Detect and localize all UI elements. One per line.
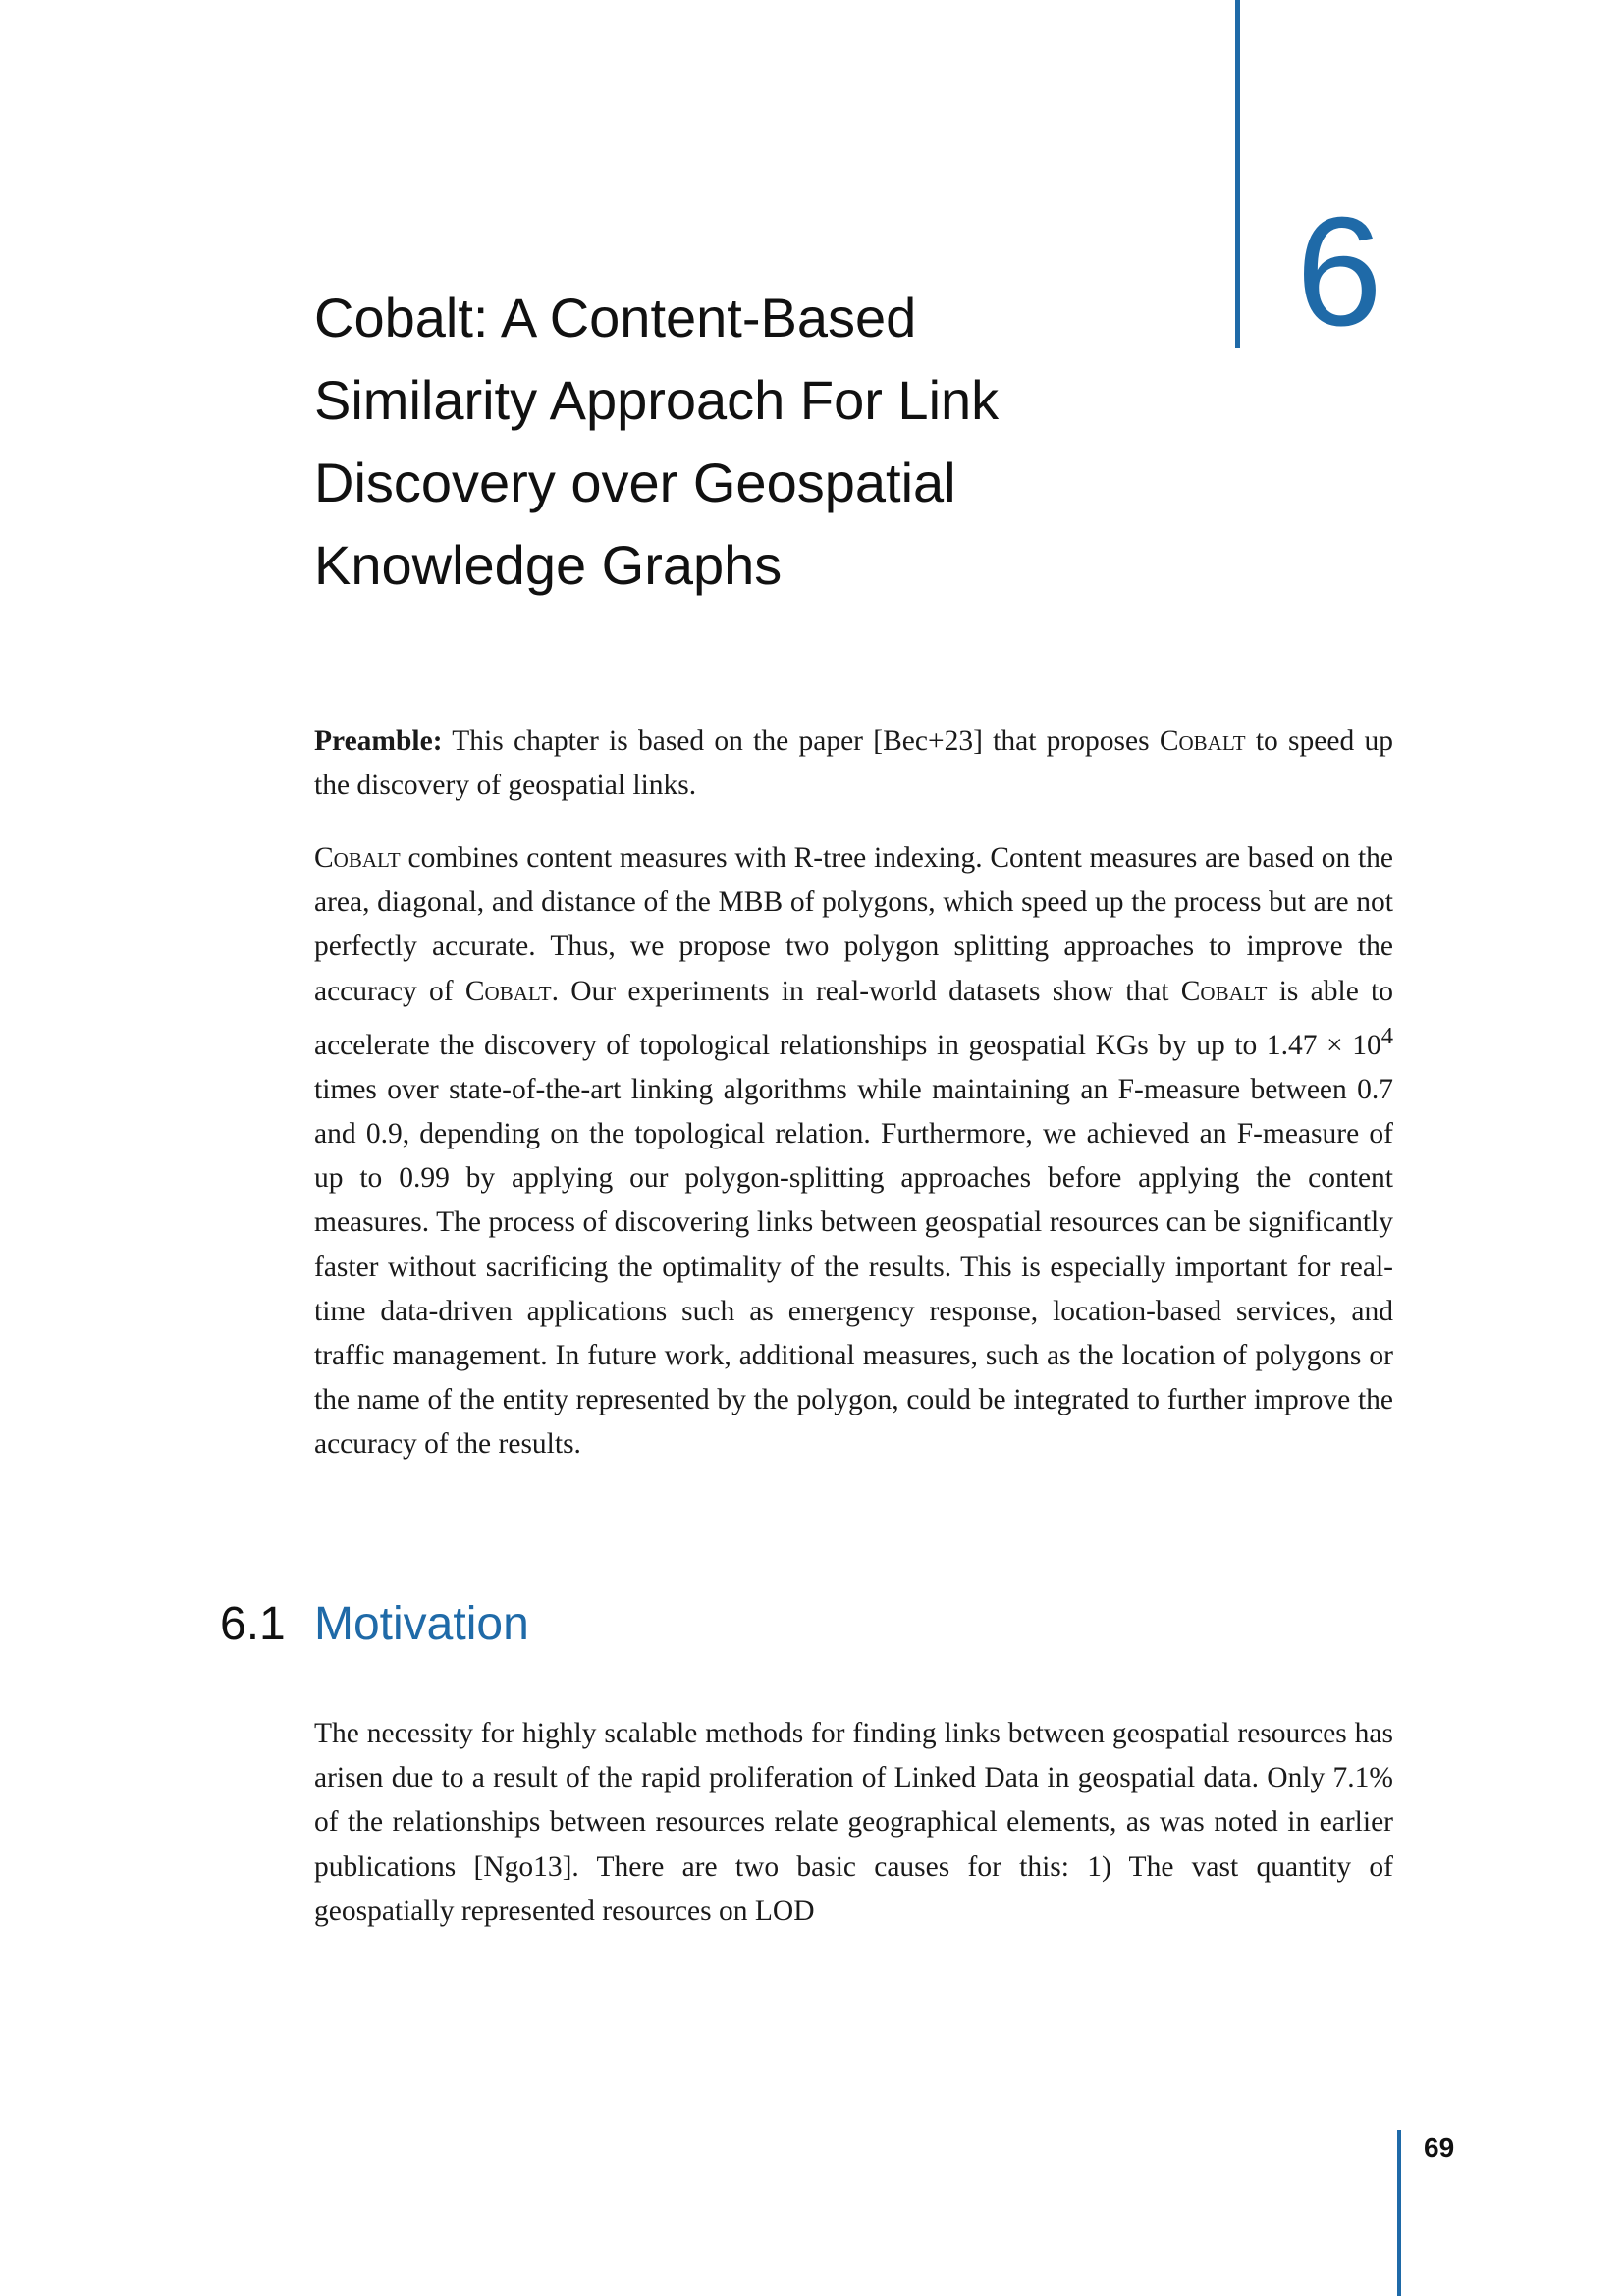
page-number: 69	[1424, 2132, 1455, 2163]
chapter-title-line: Discovery over Geospatial	[314, 452, 956, 513]
f-measure-low: 0.7	[1357, 1073, 1393, 1105]
section-number: 6.1	[220, 1598, 286, 1650]
summary-text: times over state-of-the-art linking algorithms while maintaining an F-measure between	[314, 1073, 1358, 1105]
preamble-text: This chapter is based on the paper [Bec+23] that proposes	[442, 725, 1160, 757]
chapter-number: 6	[1296, 186, 1382, 358]
system-name: Cobalt	[314, 842, 401, 874]
system-name: Cobalt	[464, 975, 552, 1007]
chapter-rule	[1235, 0, 1240, 348]
summary-paragraph	[314, 836, 1393, 1468]
summary-text: by applying our polygon-splitting approaches before applying the content measures. The process of discovering links between geospatial resources can be significantly faster without sacrificing the optimality of the results. This is especially important for real-time data-driven applications such as emergency response, location-based services, and traffic management. In future work, additional measures, such as the location of polygons or the name of the entity represented by the polygon, could be integrated to further improve the accuracy of the results.	[314, 1162, 1394, 1461]
f-measure-max: 0.99	[399, 1162, 450, 1195]
preamble-label: Preamble:	[314, 725, 443, 757]
chapter-title-line: Cobalt: A Content-Based	[314, 287, 917, 348]
chapter-title	[314, 277, 1178, 607]
section-heading	[220, 1595, 529, 1654]
preamble-text: to speed up the discovery of geospatial links.	[314, 725, 1393, 802]
summary-text: and	[314, 1118, 366, 1150]
summary-text: . Our experiments in real-world datasets show that	[551, 975, 1181, 1007]
preamble-paragraph	[314, 720, 1393, 808]
page-number-rule	[1397, 2130, 1401, 2296]
summary-text: combines content measures with R-tree indexing. Content measures are based on the area, diagonal, and distance of the MBB of polygons, which speed up the process but are not perfectly accurate. Thus, we propose two polygon splitting approaches to improve the accuracy of	[314, 842, 1393, 1007]
summary-text: is able to accelerate the discovery of topological relationships in geospatial KGs by up to	[314, 975, 1393, 1061]
chapter-title-line: Similarity Approach For Link	[314, 369, 1000, 431]
speedup-value	[1266, 1022, 1394, 1061]
summary-text: , depending on the topological relation. Furthermore, we achieved an F-measure of up to	[314, 1118, 1393, 1195]
motivation-paragraph: The necessity for highly scalable methods for finding links between geospatial resources has arisen due to a result of the rapid proliferation of Linked Data in geospatial data. Only 7.1% of the relationships between resources relate geographical elements, as was noted in earlier publications [Ngo13]. There are two basic causes for this: 1) The vast quantity of geospatially represented resources on LOD	[314, 1718, 1393, 1927]
speedup-base: 1.47 × 10	[1266, 1029, 1381, 1061]
chapter-title-line: Knowledge Graphs	[314, 534, 783, 596]
f-measure-high: 0.9	[365, 1118, 403, 1150]
system-name: Cobalt	[1180, 975, 1268, 1007]
section-title: Motivation	[314, 1598, 529, 1650]
system-name: Cobalt	[1159, 725, 1246, 757]
speedup-exponent: 4	[1380, 1022, 1394, 1049]
